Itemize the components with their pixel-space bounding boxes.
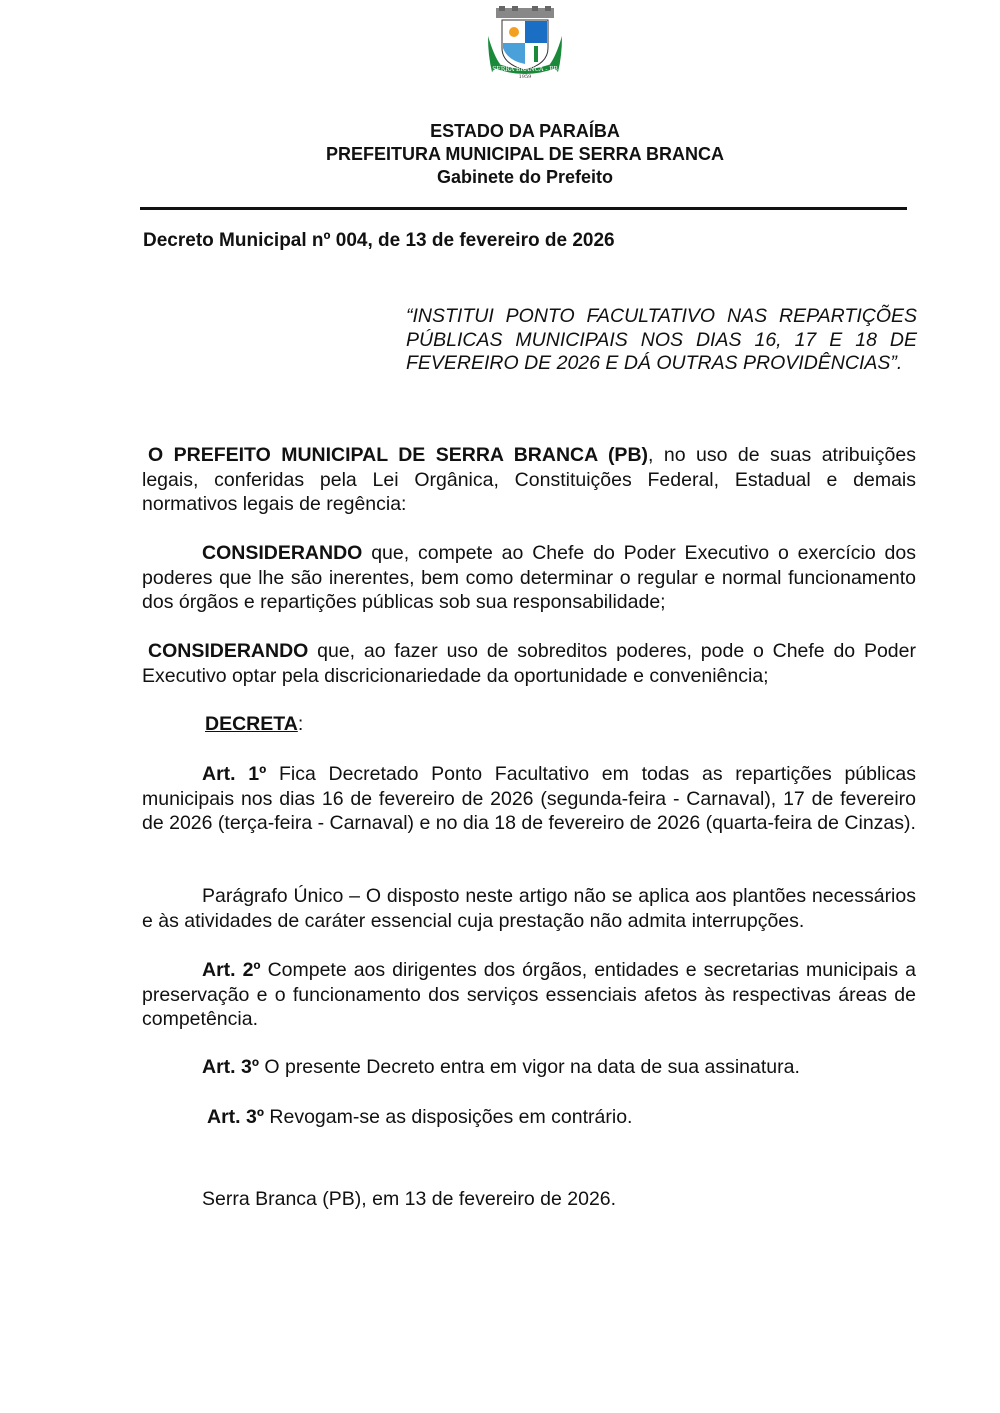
considerando-1-text: que, compete ao Chefe do Poder Executivo o exercício dos poderes que lhe são inerentes, bem como determinar o regular e normal funcionamento dos órgãos e repartições públicas sob sua responsabilidade; (142, 542, 916, 613)
considerando-1 (142, 541, 916, 615)
article-2 (142, 958, 916, 1032)
preamble-bold: O PREFEITO MUNICIPAL DE SERRA BRANCA (PB) (148, 444, 649, 466)
decreta-colon: : (297, 713, 304, 735)
place-and-date: Serra Branca (PB), em 13 de fevereiro de 2026. (202, 1188, 617, 1210)
article-4 (142, 1105, 916, 1130)
preamble (142, 443, 916, 517)
considerando-2-text: que, ao fazer uso de sobreditos poderes, pode o Chefe do Poder Executivo optar pela discricionariedade da oportunidade e conveniência; (142, 640, 916, 687)
svg-text:SERRA BRANCA - PB: SERRA BRANCA - PB (492, 66, 558, 73)
article-2-bold: Art. 2º (202, 959, 261, 981)
municipal-coat-of-arms-logo (486, 6, 564, 78)
article-4-bold: Art. 3º (207, 1106, 264, 1128)
preamble-text: , no uso de suas atribuições legais, conferidas pela Lei Orgânica, Constituições Federal, Estadual e demais normativos legais de regência: (142, 444, 916, 515)
considerando-2 (142, 639, 916, 688)
decree-title: Decreto Municipal nº 004, de 13 de fevereiro de 2026 (143, 230, 615, 251)
header-divider (140, 207, 907, 210)
article-4-text: Revogam-se as disposições em contrário. (263, 1106, 633, 1128)
header-state: ESTADO DA PARAÍBA (430, 121, 620, 141)
paragrafo-unico: Parágrafo Único – O disposto neste artigo não se aplica aos plantões necessários e às atividades de caráter essencial cuja prestação não admita interrupções. (142, 885, 916, 932)
article-3 (142, 1055, 916, 1080)
svg-text:1959: 1959 (518, 74, 532, 78)
considerando-2-bold: CONSIDERANDO (148, 640, 309, 662)
header-gabinete: Gabinete do Prefeito (436, 167, 614, 187)
decreta (205, 712, 505, 737)
header-prefeitura: PREFEITURA MUNICIPAL DE SERRA BRANCA (325, 144, 724, 164)
decreta-label: DECRETA (205, 713, 298, 735)
article-3-text: O presente Decreto entra em vigor na data de sua assinatura. (258, 1056, 800, 1078)
article-3-bold: Art. 3º (202, 1056, 259, 1078)
article-1-text: Fica Decretado Ponto Facultativo em todas as repartições públicas municipais nos dias 16 de fevereiro de 2026 (segunda-feira - Carnaval), 17 de fevereiro de 2026 (terça-feira - Carnaval) e no dia 18 de fevereiro de 2026 (quarta-feira de Cinzas). (142, 763, 916, 834)
article-2-text: Compete aos dirigentes dos órgãos, entidades e secretarias municipais a preservação e o funcionamento dos serviços essenciais afetos às respectivas áreas de competência. (142, 959, 916, 1030)
article-1-bold: Art. 1º (202, 763, 267, 785)
decree-ementa: “INSTITUI PONTO FACULTATIVO NAS REPARTIÇÕES PÚBLICAS MUNICIPAIS NOS DIAS 16, 17 E 18 DE FEVEREIRO DE 2026 E DÁ OUTRAS PROVIDÊNCIAS”. (406, 305, 917, 374)
article-1 (142, 762, 916, 836)
considerando-1-bold: CONSIDERANDO (202, 542, 363, 564)
